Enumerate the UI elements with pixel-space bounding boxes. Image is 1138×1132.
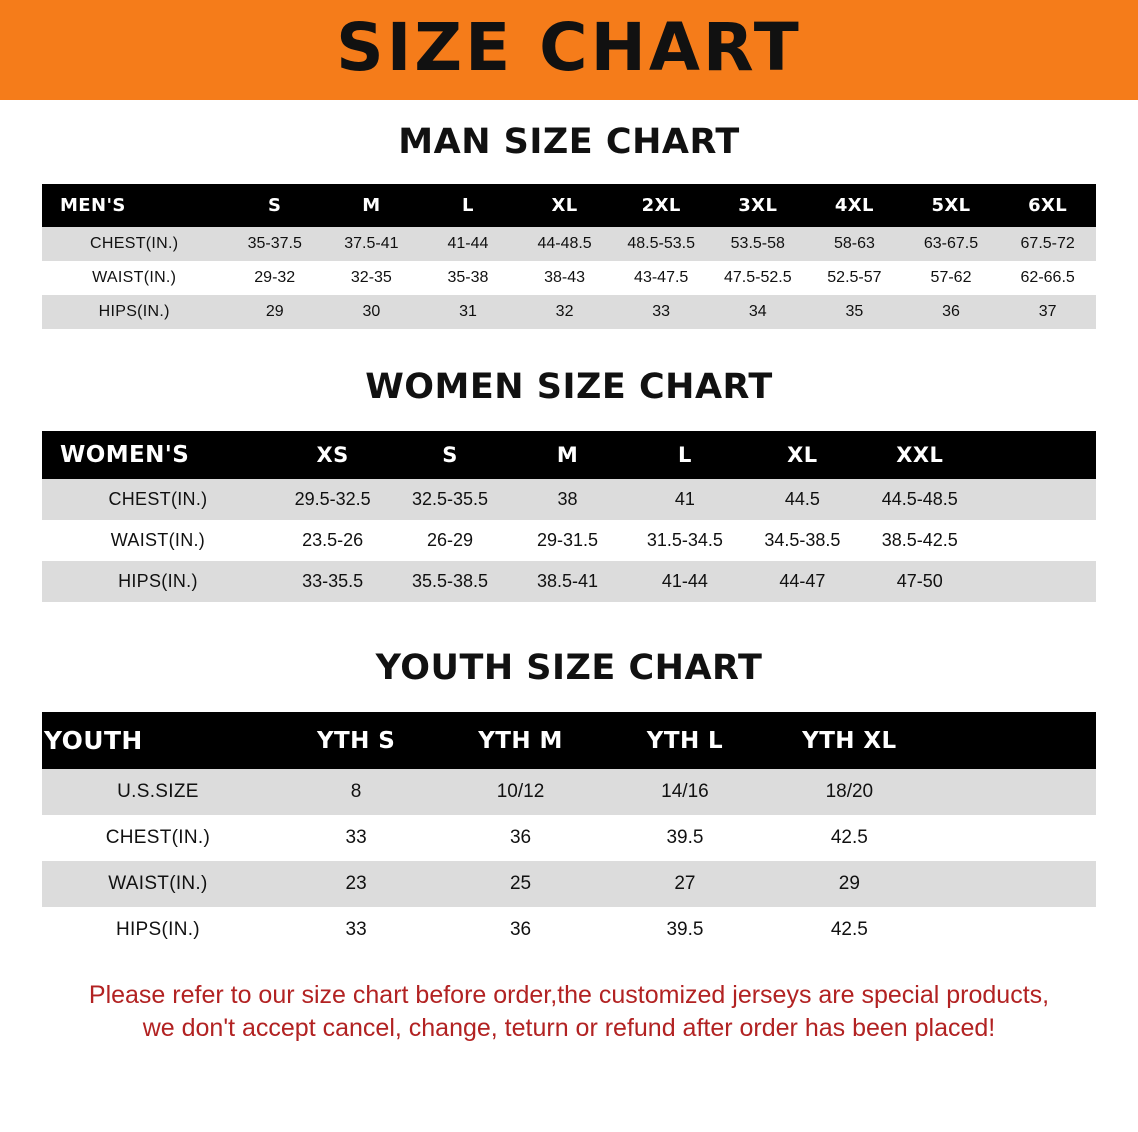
table-cell: 47.5-52.5 <box>709 261 806 295</box>
column-header: S <box>391 431 508 479</box>
table-cell: 10/12 <box>438 769 602 815</box>
table-cell: 29 <box>226 295 323 329</box>
table-cell: 41-44 <box>626 561 743 602</box>
table-cell: 29.5-32.5 <box>274 479 391 520</box>
women-section-title: WOMEN SIZE CHART <box>365 367 773 407</box>
table-cell: 32-35 <box>323 261 420 295</box>
table-cell: 29 <box>767 861 931 907</box>
table-cell-spacer <box>979 561 1097 602</box>
banner <box>0 0 1138 100</box>
table-cell: 29-32 <box>226 261 323 295</box>
table-cell: 41-44 <box>420 227 517 261</box>
table-header-row <box>42 712 1096 769</box>
table-row <box>42 815 1096 861</box>
table-cell: 36 <box>903 295 1000 329</box>
table-row <box>42 861 1096 907</box>
table-cell: 23 <box>274 861 438 907</box>
table-cell: 29-31.5 <box>509 520 626 561</box>
man-size-table <box>42 184 1096 329</box>
table-row <box>42 261 1096 295</box>
column-header: 4XL <box>806 184 903 227</box>
column-header: YTH L <box>603 712 767 769</box>
row-header: CHEST(IN.) <box>42 479 274 520</box>
row-header: HIPS(IN.) <box>42 295 226 329</box>
table-cell: 67.5-72 <box>999 227 1096 261</box>
column-header: M <box>509 431 626 479</box>
table-cell: 42.5 <box>767 907 931 953</box>
table-cell: 58-63 <box>806 227 903 261</box>
disclaimer-line-2: we don't accept cancel, change, teturn or refund after order has been placed! <box>142 1014 996 1043</box>
table-cell: 47-50 <box>861 561 978 602</box>
table-cell: 33 <box>274 815 438 861</box>
table-cell: 30 <box>323 295 420 329</box>
table-cell: 34.5-38.5 <box>744 520 861 561</box>
table-row <box>42 227 1096 261</box>
column-header: 3XL <box>709 184 806 227</box>
table-row <box>42 769 1096 815</box>
table-cell: 33 <box>613 295 710 329</box>
column-header: XXL <box>861 431 978 479</box>
table-cell: 31.5-34.5 <box>626 520 743 561</box>
page-title: SIZE CHART <box>336 9 802 86</box>
table-cell: 38-43 <box>516 261 613 295</box>
column-header: XL <box>516 184 613 227</box>
table-cell: 35.5-38.5 <box>391 561 508 602</box>
column-header: XL <box>744 431 861 479</box>
table-cell-spacer <box>932 907 1096 953</box>
table-cell: 37.5-41 <box>323 227 420 261</box>
table-cell-spacer <box>932 769 1096 815</box>
table-cell: 33-35.5 <box>274 561 391 602</box>
column-header: YTH S <box>274 712 438 769</box>
table-cell: 38 <box>509 479 626 520</box>
column-header: YOUTH <box>42 712 274 769</box>
table-cell: 35-37.5 <box>226 227 323 261</box>
column-header: M <box>323 184 420 227</box>
table-cell: 62-66.5 <box>999 261 1096 295</box>
table-cell-spacer <box>932 861 1096 907</box>
table-cell: 53.5-58 <box>709 227 806 261</box>
table-cell-spacer <box>979 520 1097 561</box>
table-cell: 38.5-41 <box>509 561 626 602</box>
row-header: HIPS(IN.) <box>42 561 274 602</box>
table-cell: 33 <box>274 907 438 953</box>
table-cell: 37 <box>999 295 1096 329</box>
row-header: WAIST(IN.) <box>42 261 226 295</box>
table-cell: 34 <box>709 295 806 329</box>
row-header: HIPS(IN.) <box>42 907 274 953</box>
women-size-table-wrapper <box>42 431 1096 602</box>
row-header: U.S.SIZE <box>42 769 274 815</box>
table-cell: 27 <box>603 861 767 907</box>
man-section-title: MAN SIZE CHART <box>398 122 740 162</box>
column-header: WOMEN'S <box>42 431 274 479</box>
table-row <box>42 907 1096 953</box>
table-cell: 44-48.5 <box>516 227 613 261</box>
column-header: MEN'S <box>42 184 226 227</box>
column-header: YTH XL <box>767 712 931 769</box>
disclaimer-note <box>64 979 1074 1046</box>
table-row <box>42 479 1096 520</box>
table-cell: 63-67.5 <box>903 227 1000 261</box>
table-cell: 41 <box>626 479 743 520</box>
table-cell: 44-47 <box>744 561 861 602</box>
column-header: 6XL <box>999 184 1096 227</box>
table-cell: 14/16 <box>603 769 767 815</box>
man-size-table-wrapper <box>42 184 1096 329</box>
row-header: CHEST(IN.) <box>42 227 226 261</box>
table-row <box>42 520 1096 561</box>
table-cell: 18/20 <box>767 769 931 815</box>
table-cell: 31 <box>420 295 517 329</box>
table-cell: 32 <box>516 295 613 329</box>
column-header: L <box>420 184 517 227</box>
table-cell: 43-47.5 <box>613 261 710 295</box>
column-header: 2XL <box>613 184 710 227</box>
table-cell: 35-38 <box>420 261 517 295</box>
row-header: WAIST(IN.) <box>42 520 274 561</box>
column-header: XS <box>274 431 391 479</box>
table-cell: 26-29 <box>391 520 508 561</box>
youth-size-table <box>42 712 1096 953</box>
row-header: WAIST(IN.) <box>42 861 274 907</box>
table-cell: 25 <box>438 861 602 907</box>
table-header-row <box>42 184 1096 227</box>
table-cell: 39.5 <box>603 907 767 953</box>
table-cell: 8 <box>274 769 438 815</box>
table-cell: 44.5 <box>744 479 861 520</box>
table-row <box>42 295 1096 329</box>
table-cell-spacer <box>979 479 1097 520</box>
column-header: 5XL <box>903 184 1000 227</box>
table-row <box>42 561 1096 602</box>
row-header: CHEST(IN.) <box>42 815 274 861</box>
column-header-spacer <box>932 712 1096 769</box>
table-cell: 36 <box>438 815 602 861</box>
table-cell: 44.5-48.5 <box>861 479 978 520</box>
table-cell: 32.5-35.5 <box>391 479 508 520</box>
table-cell: 52.5-57 <box>806 261 903 295</box>
table-cell: 38.5-42.5 <box>861 520 978 561</box>
column-header: YTH M <box>438 712 602 769</box>
table-cell: 23.5-26 <box>274 520 391 561</box>
table-cell: 35 <box>806 295 903 329</box>
table-cell: 39.5 <box>603 815 767 861</box>
column-header: L <box>626 431 743 479</box>
table-header-row <box>42 431 1096 479</box>
table-cell: 57-62 <box>903 261 1000 295</box>
column-header-spacer <box>979 431 1097 479</box>
table-cell: 48.5-53.5 <box>613 227 710 261</box>
table-cell: 36 <box>438 907 602 953</box>
women-size-table <box>42 431 1096 602</box>
youth-section-title: YOUTH SIZE CHART <box>375 648 763 688</box>
column-header: S <box>226 184 323 227</box>
table-cell: 42.5 <box>767 815 931 861</box>
table-cell-spacer <box>932 815 1096 861</box>
disclaimer-line-1: Please refer to our size chart before order,the customized jerseys are special products, <box>88 981 1050 1009</box>
youth-size-table-wrapper <box>42 712 1096 953</box>
